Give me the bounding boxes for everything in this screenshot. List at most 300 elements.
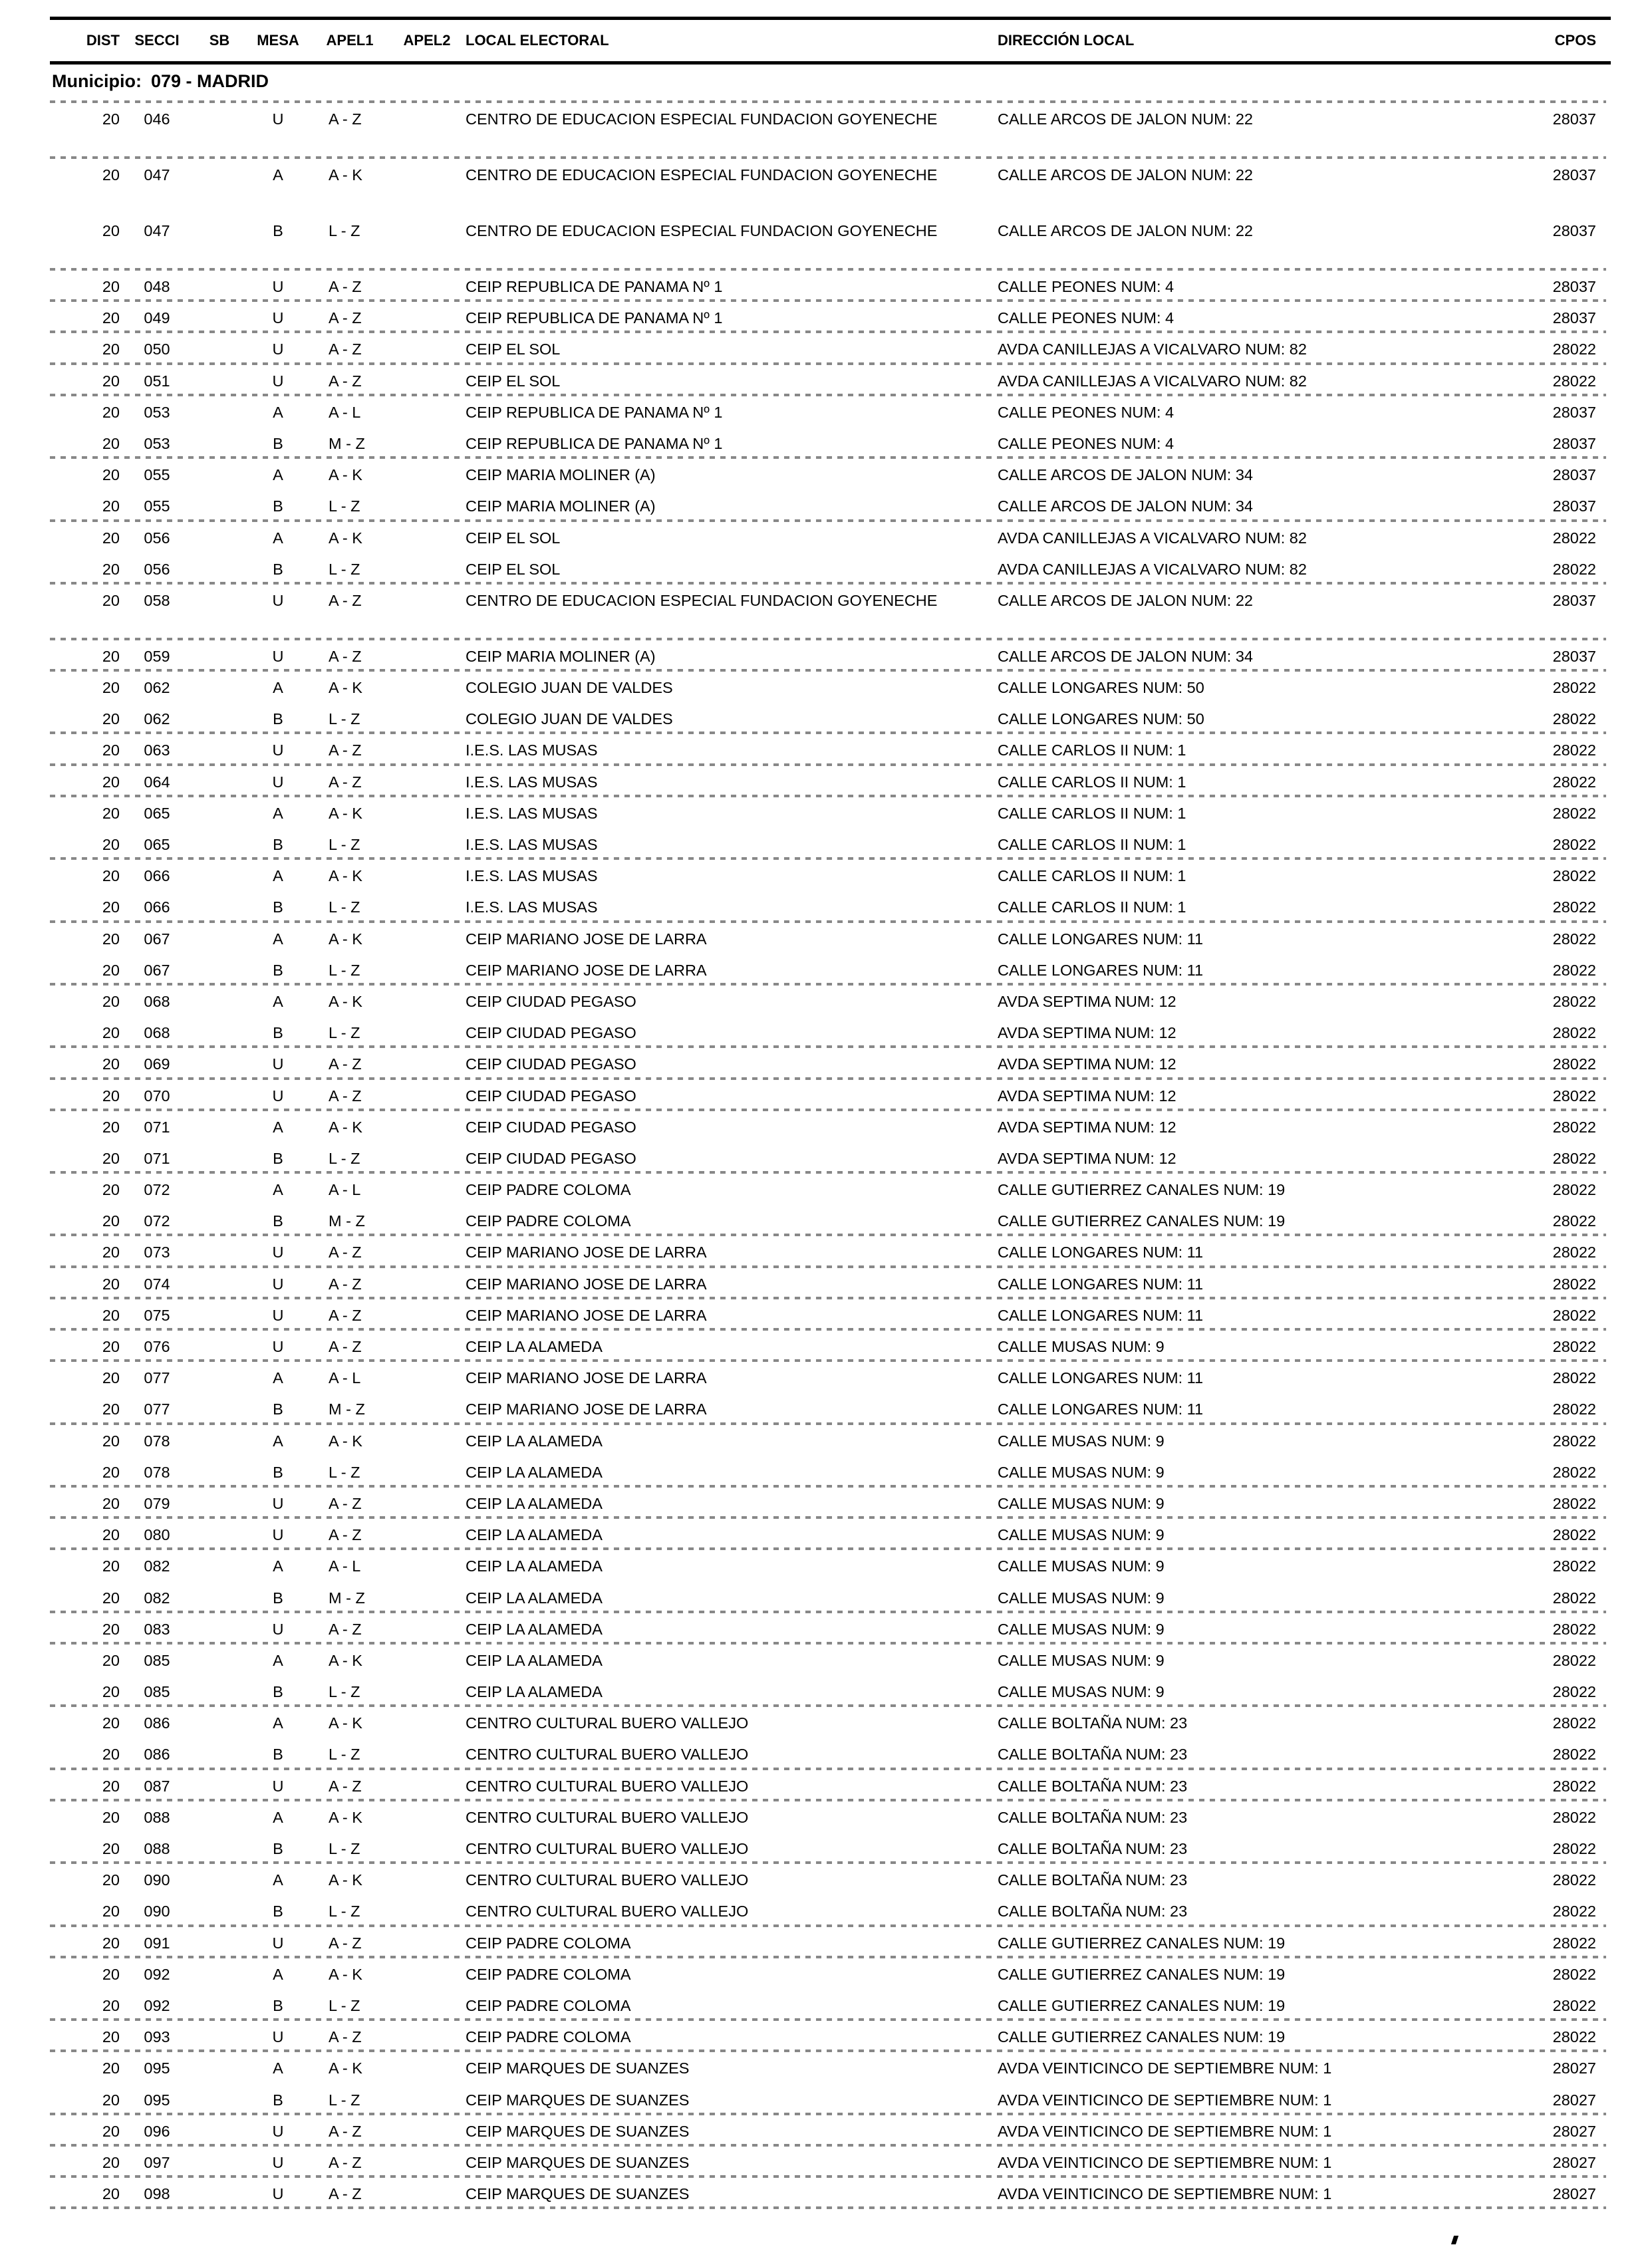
cell-apel-range: A - K bbox=[329, 930, 362, 948]
cell-direccion: CALLE LONGARES NUM: 11 bbox=[998, 1275, 1204, 1293]
cell-mesa: U bbox=[272, 110, 284, 128]
cell-direccion: AVDA SEPTIMA NUM: 12 bbox=[998, 1024, 1176, 1042]
cell-cpos: 28022 bbox=[1552, 992, 1596, 1010]
cell-mesa: U bbox=[272, 2028, 284, 2046]
cell-dist: 20 bbox=[102, 340, 120, 358]
cell-cpos: 28027 bbox=[1552, 2185, 1596, 2203]
cell-direccion: CALLE GUTIERREZ CANALES NUM: 19 bbox=[998, 1212, 1286, 1230]
cell-secci: 062 bbox=[144, 710, 170, 728]
table-row bbox=[50, 1990, 1611, 2021]
cell-secci: 090 bbox=[144, 1903, 170, 1920]
table-row bbox=[50, 302, 1611, 333]
cell-secci: 064 bbox=[144, 773, 170, 791]
cell-secci: 069 bbox=[144, 1055, 170, 1073]
cell-direccion: CALLE BOLTAÑA NUM: 23 bbox=[998, 1840, 1188, 1857]
cell-apel-range: A - Z bbox=[329, 309, 362, 327]
cell-direccion: AVDA VEINTICINCO DE SEPTIEMBRE NUM: 1 bbox=[998, 2059, 1332, 2077]
cell-secci: 098 bbox=[144, 2185, 170, 2203]
cell-local: CEIP PADRE COLOMA bbox=[466, 1965, 631, 1983]
cell-apel-range: L - Z bbox=[329, 1840, 360, 1857]
cell-local: CEIP CIUDAD PEGASO bbox=[466, 1149, 636, 1167]
cell-local: CENTRO DE EDUCACION ESPECIAL FUNDACION GOYENECHE bbox=[466, 166, 938, 184]
cell-local: CEIP MARIANO JOSE DE LARRA bbox=[466, 1244, 707, 1261]
cell-dist: 20 bbox=[102, 1840, 120, 1857]
cell-dist: 20 bbox=[102, 710, 120, 728]
cell-apel-range: A - Z bbox=[329, 2122, 362, 2140]
cell-cpos: 28027 bbox=[1552, 2091, 1596, 2109]
cell-local: CEIP MARIA MOLINER (A) bbox=[466, 647, 656, 665]
cell-local: CEIP PADRE COLOMA bbox=[466, 2028, 631, 2046]
cell-dist: 20 bbox=[102, 591, 120, 609]
table-row bbox=[50, 703, 1611, 734]
cell-sb bbox=[194, 436, 245, 459]
cell-sb bbox=[194, 1277, 245, 1299]
cell-mesa: B bbox=[273, 497, 283, 515]
cell-apel-range: A - Z bbox=[329, 1777, 362, 1795]
cell-dist: 20 bbox=[102, 1432, 120, 1450]
cell-sb bbox=[194, 1245, 245, 1267]
cell-direccion: CALLE LONGARES NUM: 11 bbox=[998, 961, 1204, 979]
cell-direccion: CALLE LONGARES NUM: 11 bbox=[998, 930, 1204, 948]
cell-sb bbox=[194, 112, 245, 159]
cell-secci: 078 bbox=[144, 1463, 170, 1481]
cell-local: CEIP MARQUES DE SUANZES bbox=[466, 2153, 690, 2171]
cell-dist: 20 bbox=[102, 1306, 120, 1324]
cell-apel-range: A - L bbox=[329, 403, 361, 421]
cell-dist: 20 bbox=[102, 1338, 120, 1355]
cell-apel-range: A - Z bbox=[329, 2185, 362, 2203]
cell-cpos: 28022 bbox=[1552, 961, 1596, 979]
cell-cpos: 28037 bbox=[1552, 278, 1596, 295]
cell-cpos: 28037 bbox=[1552, 591, 1596, 609]
cell-local: CEIP LA ALAMEDA bbox=[466, 1620, 603, 1638]
cell-sb bbox=[194, 2061, 245, 2083]
cell-mesa: A bbox=[273, 529, 283, 547]
cell-local: CEIP PADRE COLOMA bbox=[466, 1934, 631, 1952]
cell-mesa: U bbox=[272, 1338, 284, 1355]
cell-mesa: B bbox=[273, 1212, 283, 1230]
cell-cpos: 28022 bbox=[1552, 372, 1596, 390]
cell-mesa: U bbox=[272, 773, 284, 791]
cell-cpos: 28022 bbox=[1552, 836, 1596, 853]
cell-secci: 058 bbox=[144, 591, 170, 609]
cell-sb bbox=[194, 1434, 245, 1456]
cell-cpos: 28022 bbox=[1552, 1651, 1596, 1669]
cell-secci: 082 bbox=[144, 1557, 170, 1575]
cell-apel-range: A - Z bbox=[329, 340, 362, 358]
cell-local: CEIP LA ALAMEDA bbox=[466, 1463, 603, 1481]
cell-dist: 20 bbox=[102, 1526, 120, 1544]
cell-dist: 20 bbox=[102, 1934, 120, 1952]
cell-dist: 20 bbox=[102, 741, 120, 759]
cell-dist: 20 bbox=[102, 1651, 120, 1669]
cell-cpos: 28022 bbox=[1552, 560, 1596, 578]
cell-dist: 20 bbox=[102, 1244, 120, 1261]
cell-sb bbox=[194, 2155, 245, 2178]
table-row bbox=[50, 1770, 1611, 1801]
table-row bbox=[50, 553, 1611, 585]
cell-sb bbox=[194, 649, 245, 672]
cell-dist: 20 bbox=[102, 2185, 120, 2203]
cell-direccion: AVDA VEINTICINCO DE SEPTIEMBRE NUM: 1 bbox=[998, 2091, 1332, 2109]
cell-mesa: B bbox=[273, 898, 283, 916]
cell-sb bbox=[194, 743, 245, 765]
cell-cpos: 28022 bbox=[1552, 1683, 1596, 1701]
cell-secci: 091 bbox=[144, 1934, 170, 1952]
cell-apel-range: M - Z bbox=[329, 1212, 365, 1230]
cell-direccion: CALLE ARCOS DE JALON NUM: 34 bbox=[998, 647, 1253, 665]
cell-direccion: CALLE GUTIERREZ CANALES NUM: 19 bbox=[998, 1996, 1286, 2014]
cell-sb bbox=[194, 1622, 245, 1645]
cell-mesa: B bbox=[273, 560, 283, 578]
cell-dist: 20 bbox=[102, 1212, 120, 1230]
cell-secci: 073 bbox=[144, 1244, 170, 1261]
cell-local: I.E.S. LAS MUSAS bbox=[466, 898, 598, 916]
cell-direccion: CALLE LONGARES NUM: 11 bbox=[998, 1400, 1204, 1418]
cell-apel-range: L - Z bbox=[329, 836, 360, 853]
cell-dist: 20 bbox=[102, 372, 120, 390]
cell-direccion: AVDA VEINTICINCO DE SEPTIEMBRE NUM: 1 bbox=[998, 2153, 1332, 2171]
cell-cpos: 28022 bbox=[1552, 773, 1596, 791]
cell-local: CENTRO CULTURAL BUERO VALLEJO bbox=[466, 1808, 749, 1826]
table-row bbox=[50, 1299, 1611, 1331]
cell-secci: 086 bbox=[144, 1714, 170, 1732]
cell-apel-range: A - K bbox=[329, 1808, 362, 1826]
cell-dist: 20 bbox=[102, 1620, 120, 1638]
cell-apel-range: A - K bbox=[329, 1714, 362, 1732]
cell-secci: 063 bbox=[144, 741, 170, 759]
cell-direccion: CALLE PEONES NUM: 4 bbox=[998, 434, 1174, 452]
cell-cpos: 28022 bbox=[1552, 1965, 1596, 1983]
cell-mesa: A bbox=[273, 1871, 283, 1889]
cell-apel-range: L - Z bbox=[329, 1463, 360, 1481]
cell-local: I.E.S. LAS MUSAS bbox=[466, 773, 598, 791]
cell-mesa: A bbox=[273, 2059, 283, 2077]
cell-secci: 095 bbox=[144, 2091, 170, 2109]
cell-cpos: 28022 bbox=[1552, 1212, 1596, 1230]
cell-dist: 20 bbox=[102, 1055, 120, 1073]
column-header-local: LOCAL ELECTORAL bbox=[466, 32, 609, 49]
column-header-apel1: APEL1 bbox=[326, 32, 374, 49]
cell-cpos: 28022 bbox=[1552, 1463, 1596, 1481]
table-row bbox=[50, 1080, 1611, 1111]
cell-apel-range: A - K bbox=[329, 1871, 362, 1889]
table-row bbox=[50, 1236, 1611, 1267]
cell-sb bbox=[194, 1998, 245, 2021]
cell-secci: 067 bbox=[144, 930, 170, 948]
cell-mesa: U bbox=[272, 741, 284, 759]
cell-dist: 20 bbox=[102, 110, 120, 128]
cell-sb bbox=[194, 405, 245, 428]
cell-dist: 20 bbox=[102, 309, 120, 327]
cell-dist: 20 bbox=[102, 1087, 120, 1105]
cell-sb bbox=[194, 1873, 245, 1895]
cell-direccion: CALLE CARLOS II NUM: 1 bbox=[998, 867, 1186, 885]
cell-secci: 093 bbox=[144, 2028, 170, 2046]
cell-secci: 070 bbox=[144, 1087, 170, 1105]
cell-local: CENTRO CULTURAL BUERO VALLEJO bbox=[466, 1714, 749, 1732]
cell-secci: 068 bbox=[144, 992, 170, 1010]
table-row bbox=[50, 1550, 1611, 1581]
cell-apel-range: A - Z bbox=[329, 1306, 362, 1324]
cell-mesa: B bbox=[273, 1840, 283, 1857]
table-row bbox=[50, 1174, 1611, 1205]
cell-dist: 20 bbox=[102, 679, 120, 697]
table-row bbox=[50, 1362, 1611, 1393]
cell-mesa: U bbox=[272, 1777, 284, 1795]
cell-mesa: B bbox=[273, 1589, 283, 1607]
table-row bbox=[50, 365, 1611, 396]
cell-mesa: B bbox=[273, 1024, 283, 1042]
cell-local: CENTRO CULTURAL BUERO VALLEJO bbox=[466, 1777, 749, 1795]
cell-mesa: A bbox=[273, 1808, 283, 1826]
cell-apel-range: A - L bbox=[329, 1369, 361, 1387]
cell-secci: 079 bbox=[144, 1494, 170, 1512]
cell-direccion: CALLE BOLTAÑA NUM: 23 bbox=[998, 1903, 1188, 1920]
cell-cpos: 28037 bbox=[1552, 403, 1596, 421]
cell-sb bbox=[194, 2124, 245, 2147]
cell-local: CEIP LA ALAMEDA bbox=[466, 1338, 603, 1355]
cell-local: CENTRO CULTURAL BUERO VALLEJO bbox=[466, 1903, 749, 1920]
cell-cpos: 28022 bbox=[1552, 1275, 1596, 1293]
cell-direccion: CALLE BOLTAÑA NUM: 23 bbox=[998, 1714, 1188, 1732]
cell-sb bbox=[194, 1967, 245, 1990]
cell-cpos: 28022 bbox=[1552, 1400, 1596, 1418]
cell-mesa: U bbox=[272, 309, 284, 327]
cell-sb bbox=[194, 2186, 245, 2209]
cell-local: CEIP MARIANO JOSE DE LARRA bbox=[466, 930, 707, 948]
cell-cpos: 28022 bbox=[1552, 1338, 1596, 1355]
cell-local: CENTRO DE EDUCACION ESPECIAL FUNDACION GOYENECHE bbox=[466, 110, 938, 128]
table-row bbox=[50, 797, 1611, 829]
cell-apel-range: L - Z bbox=[329, 2091, 360, 2109]
cell-local: CEIP LA ALAMEDA bbox=[466, 1589, 603, 1607]
cell-secci: 047 bbox=[144, 166, 170, 184]
cell-cpos: 28022 bbox=[1552, 710, 1596, 728]
cell-dist: 20 bbox=[102, 1871, 120, 1889]
cell-apel-range: A - Z bbox=[329, 372, 362, 390]
table-row bbox=[50, 1801, 1611, 1833]
cell-mesa: B bbox=[273, 222, 283, 239]
cell-direccion: CALLE CARLOS II NUM: 1 bbox=[998, 804, 1186, 822]
cell-apel-range: A - Z bbox=[329, 1526, 362, 1544]
cell-apel-range: L - Z bbox=[329, 497, 360, 515]
cell-direccion: AVDA SEPTIMA NUM: 12 bbox=[998, 1055, 1176, 1073]
cell-local: COLEGIO JUAN DE VALDES bbox=[466, 679, 673, 697]
table-row bbox=[50, 734, 1611, 765]
cell-local: CEIP EL SOL bbox=[466, 529, 561, 547]
cell-cpos: 28037 bbox=[1552, 497, 1596, 515]
cell-secci: 053 bbox=[144, 434, 170, 452]
cell-sb bbox=[194, 593, 245, 640]
cell-apel-range: A - Z bbox=[329, 1338, 362, 1355]
cell-direccion: CALLE BOLTAÑA NUM: 23 bbox=[998, 1777, 1188, 1795]
cell-cpos: 28037 bbox=[1552, 434, 1596, 452]
cell-apel-range: L - Z bbox=[329, 1996, 360, 2014]
cell-local: CEIP CIUDAD PEGASO bbox=[466, 992, 636, 1010]
cell-apel-range: A - K bbox=[329, 1432, 362, 1450]
table-row bbox=[50, 1958, 1611, 1990]
cell-dist: 20 bbox=[102, 836, 120, 853]
cell-direccion: CALLE LONGARES NUM: 11 bbox=[998, 1244, 1204, 1261]
cell-direccion: CALLE PEONES NUM: 4 bbox=[998, 403, 1174, 421]
cell-secci: 051 bbox=[144, 372, 170, 390]
cell-secci: 071 bbox=[144, 1118, 170, 1136]
table-row bbox=[50, 1142, 1611, 1174]
cell-secci: 072 bbox=[144, 1181, 170, 1199]
cell-dist: 20 bbox=[102, 1024, 120, 1042]
cell-mesa: A bbox=[273, 930, 283, 948]
cell-mesa: A bbox=[273, 1651, 283, 1669]
cell-secci: 096 bbox=[144, 2122, 170, 2140]
cell-direccion: CALLE BOLTAÑA NUM: 23 bbox=[998, 1871, 1188, 1889]
cell-dist: 20 bbox=[102, 1808, 120, 1826]
cell-apel-range: A - K bbox=[329, 529, 362, 547]
column-header-secci: SECCI bbox=[134, 32, 180, 49]
cell-cpos: 28022 bbox=[1552, 804, 1596, 822]
table-row bbox=[50, 2021, 1611, 2052]
table-row bbox=[50, 2084, 1611, 2115]
cell-dist: 20 bbox=[102, 2122, 120, 2140]
cell-sb bbox=[194, 1810, 245, 1833]
cell-dist: 20 bbox=[102, 1903, 120, 1920]
cell-apel-range: A - K bbox=[329, 679, 362, 697]
table-row bbox=[50, 103, 1611, 159]
table-row bbox=[50, 2052, 1611, 2083]
cell-cpos: 28022 bbox=[1552, 1306, 1596, 1324]
cell-apel-range: L - Z bbox=[329, 898, 360, 916]
table-row bbox=[50, 1111, 1611, 1142]
cell-direccion: CALLE BOLTAÑA NUM: 23 bbox=[998, 1808, 1188, 1826]
cell-local: CENTRO DE EDUCACION ESPECIAL FUNDACION GOYENECHE bbox=[466, 222, 938, 239]
cell-secci: 059 bbox=[144, 647, 170, 665]
cell-direccion: CALLE LONGARES NUM: 50 bbox=[998, 710, 1204, 728]
cell-local: CEIP LA ALAMEDA bbox=[466, 1432, 603, 1450]
cell-direccion: CALLE MUSAS NUM: 9 bbox=[998, 1620, 1165, 1638]
cell-local: CEIP REPUBLICA DE PANAMA Nº 1 bbox=[466, 278, 723, 295]
cell-cpos: 28022 bbox=[1552, 2028, 1596, 2046]
municipio-value: 079 - MADRID bbox=[150, 71, 269, 91]
municipio-heading bbox=[50, 65, 1611, 103]
cell-secci: 083 bbox=[144, 1620, 170, 1638]
cell-mesa: A bbox=[273, 1432, 283, 1450]
cell-cpos: 28037 bbox=[1552, 222, 1596, 239]
cell-apel-range: A - Z bbox=[329, 2028, 362, 2046]
cell-local: CEIP EL SOL bbox=[466, 560, 561, 578]
cell-dist: 20 bbox=[102, 647, 120, 665]
cell-cpos: 28027 bbox=[1552, 2153, 1596, 2171]
cell-sb bbox=[194, 2030, 245, 2052]
cell-local: I.E.S. LAS MUSAS bbox=[466, 867, 598, 885]
cell-local: I.E.S. LAS MUSAS bbox=[466, 741, 598, 759]
table-row bbox=[50, 271, 1611, 302]
table-row bbox=[50, 1393, 1611, 1424]
cell-dist: 20 bbox=[102, 804, 120, 822]
cell-secci: 076 bbox=[144, 1338, 170, 1355]
cell-local: CEIP PADRE COLOMA bbox=[466, 1181, 631, 1199]
table-row bbox=[50, 459, 1611, 490]
cell-dist: 20 bbox=[102, 2059, 120, 2077]
cell-sb bbox=[194, 868, 245, 891]
cell-direccion: CALLE GUTIERREZ CANALES NUM: 19 bbox=[998, 2028, 1286, 2046]
cell-local: CEIP CIUDAD PEGASO bbox=[466, 1055, 636, 1073]
cell-secci: 046 bbox=[144, 110, 170, 128]
cell-direccion: CALLE MUSAS NUM: 9 bbox=[998, 1683, 1165, 1701]
table-row bbox=[50, 1864, 1611, 1895]
cell-apel-range: L - Z bbox=[329, 710, 360, 728]
cell-secci: 088 bbox=[144, 1840, 170, 1857]
cell-direccion: CALLE MUSAS NUM: 9 bbox=[998, 1494, 1165, 1512]
cell-sb bbox=[194, 311, 245, 333]
cell-secci: 082 bbox=[144, 1589, 170, 1607]
cell-sb bbox=[194, 1684, 245, 1707]
cell-sb bbox=[194, 1182, 245, 1205]
cell-sb bbox=[194, 837, 245, 860]
cell-sb bbox=[194, 1151, 245, 1174]
cell-apel-range: A - Z bbox=[329, 110, 362, 128]
cell-apel-range: L - Z bbox=[329, 1746, 360, 1764]
cell-local: CEIP MARIANO JOSE DE LARRA bbox=[466, 1275, 707, 1293]
cell-apel-range: M - Z bbox=[329, 1589, 365, 1607]
cell-mesa: U bbox=[272, 2122, 284, 2140]
table-row bbox=[50, 428, 1611, 459]
cell-local: CENTRO CULTURAL BUERO VALLEJO bbox=[466, 1840, 749, 1857]
table-row bbox=[50, 2178, 1611, 2209]
cell-secci: 055 bbox=[144, 497, 170, 515]
cell-mesa: U bbox=[272, 1620, 284, 1638]
cell-local: CEIP LA ALAMEDA bbox=[466, 1494, 603, 1512]
cell-dist: 20 bbox=[102, 497, 120, 515]
cell-direccion: CALLE CARLOS II NUM: 1 bbox=[998, 836, 1186, 853]
cell-mesa: U bbox=[272, 1934, 284, 1952]
cell-direccion: CALLE ARCOS DE JALON NUM: 22 bbox=[998, 110, 1253, 128]
cell-secci: 048 bbox=[144, 278, 170, 295]
cell-direccion: CALLE GUTIERREZ CANALES NUM: 19 bbox=[998, 1181, 1286, 1199]
cell-direccion: CALLE LONGARES NUM: 50 bbox=[998, 679, 1204, 697]
cell-sb bbox=[194, 562, 245, 585]
cell-apel-range: A - Z bbox=[329, 773, 362, 791]
cell-direccion: CALLE ARCOS DE JALON NUM: 34 bbox=[998, 497, 1253, 515]
cell-dist: 20 bbox=[102, 1714, 120, 1732]
table-row bbox=[50, 1676, 1611, 1707]
cell-dist: 20 bbox=[102, 166, 120, 184]
cell-cpos: 28022 bbox=[1552, 1714, 1596, 1732]
cell-dist: 20 bbox=[102, 1463, 120, 1481]
cell-local: CEIP PADRE COLOMA bbox=[466, 1996, 631, 2014]
cell-secci: 097 bbox=[144, 2153, 170, 2171]
cell-apel-range: A - Z bbox=[329, 647, 362, 665]
cell-mesa: A bbox=[273, 1369, 283, 1387]
cell-direccion: AVDA SEPTIMA NUM: 12 bbox=[998, 1118, 1176, 1136]
cell-sb bbox=[194, 963, 245, 986]
cell-cpos: 28022 bbox=[1552, 1526, 1596, 1544]
cell-cpos: 28022 bbox=[1552, 1181, 1596, 1199]
cell-apel-range: A - K bbox=[329, 2059, 362, 2077]
cell-sb bbox=[194, 1025, 245, 1048]
cell-mesa: U bbox=[272, 647, 284, 665]
table-row bbox=[50, 2147, 1611, 2178]
table-row bbox=[50, 766, 1611, 797]
cell-mesa: A bbox=[273, 403, 283, 421]
cell-secci: 085 bbox=[144, 1683, 170, 1701]
cell-local: CEIP PADRE COLOMA bbox=[466, 1212, 631, 1230]
report-page bbox=[50, 17, 1611, 2209]
cell-mesa: B bbox=[273, 1463, 283, 1481]
cell-local: CEIP CIUDAD PEGASO bbox=[466, 1118, 636, 1136]
cell-mesa: U bbox=[272, 372, 284, 390]
cell-secci: 049 bbox=[144, 309, 170, 327]
cell-sb bbox=[194, 1339, 245, 1362]
